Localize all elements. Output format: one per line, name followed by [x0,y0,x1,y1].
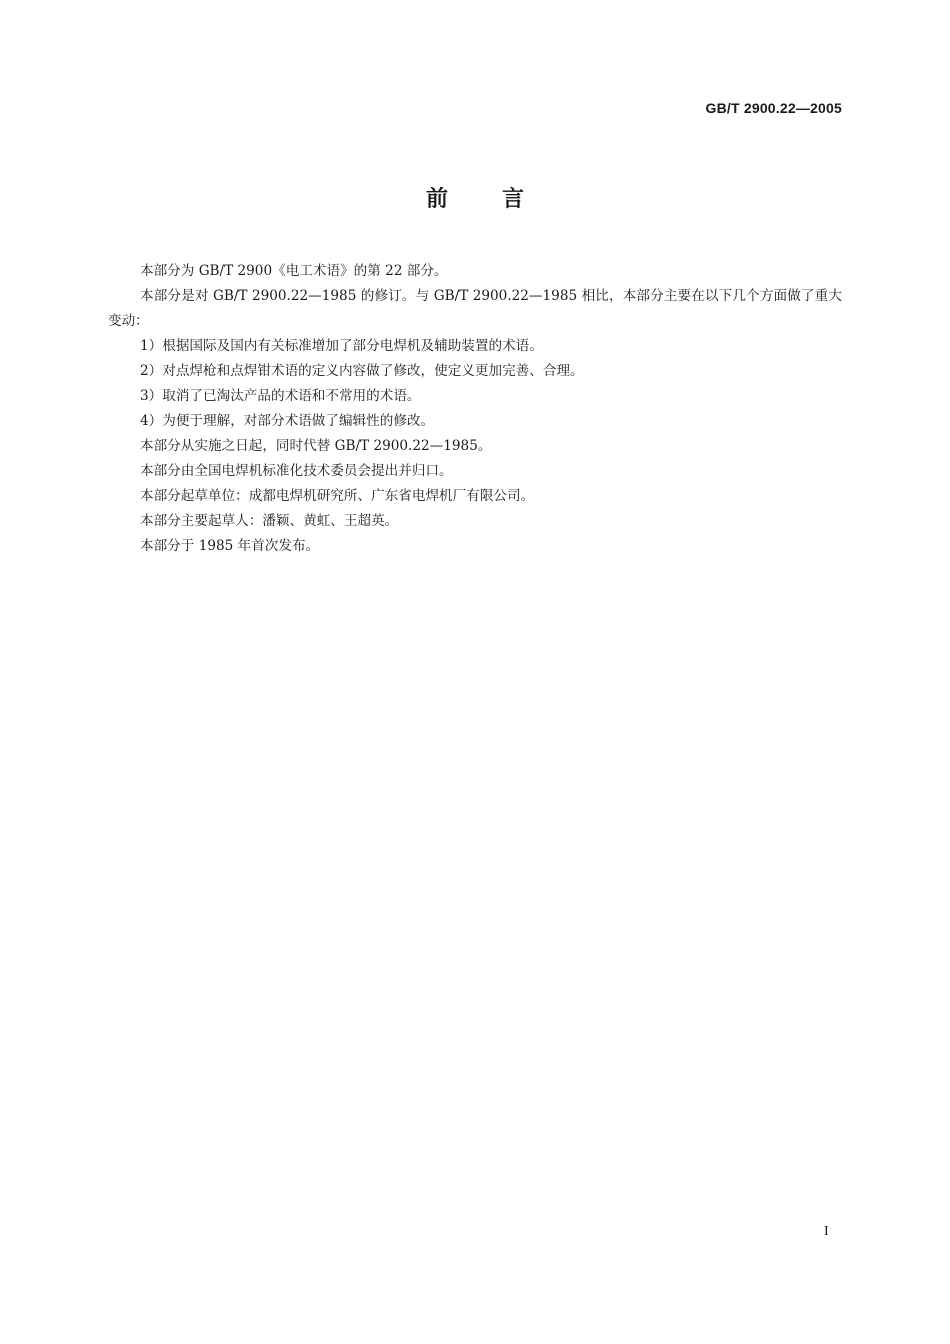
paragraph: 本部分于 1985 年首次发布。 [140,538,320,554]
list-item: 4）为便于理解，对部分术语做了编辑性的修改。 [140,413,435,429]
paragraph: 本部分起草单位：成都电焊机研究所、广东省电焊机厂有限公司。 [140,488,535,504]
title-char-2: 言 [502,187,525,212]
paragraph: 本部分从实施之日起，同时代替 GB/T 2900.22—1985。 [140,438,492,454]
foreword-body [108,259,842,559]
paragraph: 本部分由全国电焊机标准化技术委员会提出并归口。 [140,463,453,479]
paragraph: 本部分是对 GB/T 2900.22—1985 的修订。与 GB/T 2900.22—1985 相比，本部分主要在以下几个方面做了重大变动： [108,288,842,329]
list-item: 2）对点焊枪和点焊钳术语的定义内容做了修改，使定义更加完善、合理。 [140,363,584,379]
list-item: 3）取消了已淘汰产品的术语和不常用的术语。 [140,388,421,404]
list-item: 1）根据国际及国内有关标准增加了部分电焊机及辅助装置的术语。 [140,338,543,354]
page-number: I [824,1224,829,1239]
paragraph: 本部分主要起草人：潘颖、黄虹、王超英。 [140,513,399,529]
page-title [0,182,950,213]
standard-code: GB/T 2900.22—2005 [705,100,842,116]
title-char-1: 前 [425,187,448,212]
paragraph: 本部分为 GB/T 2900《电工术语》的第 22 部分。 [140,263,448,279]
